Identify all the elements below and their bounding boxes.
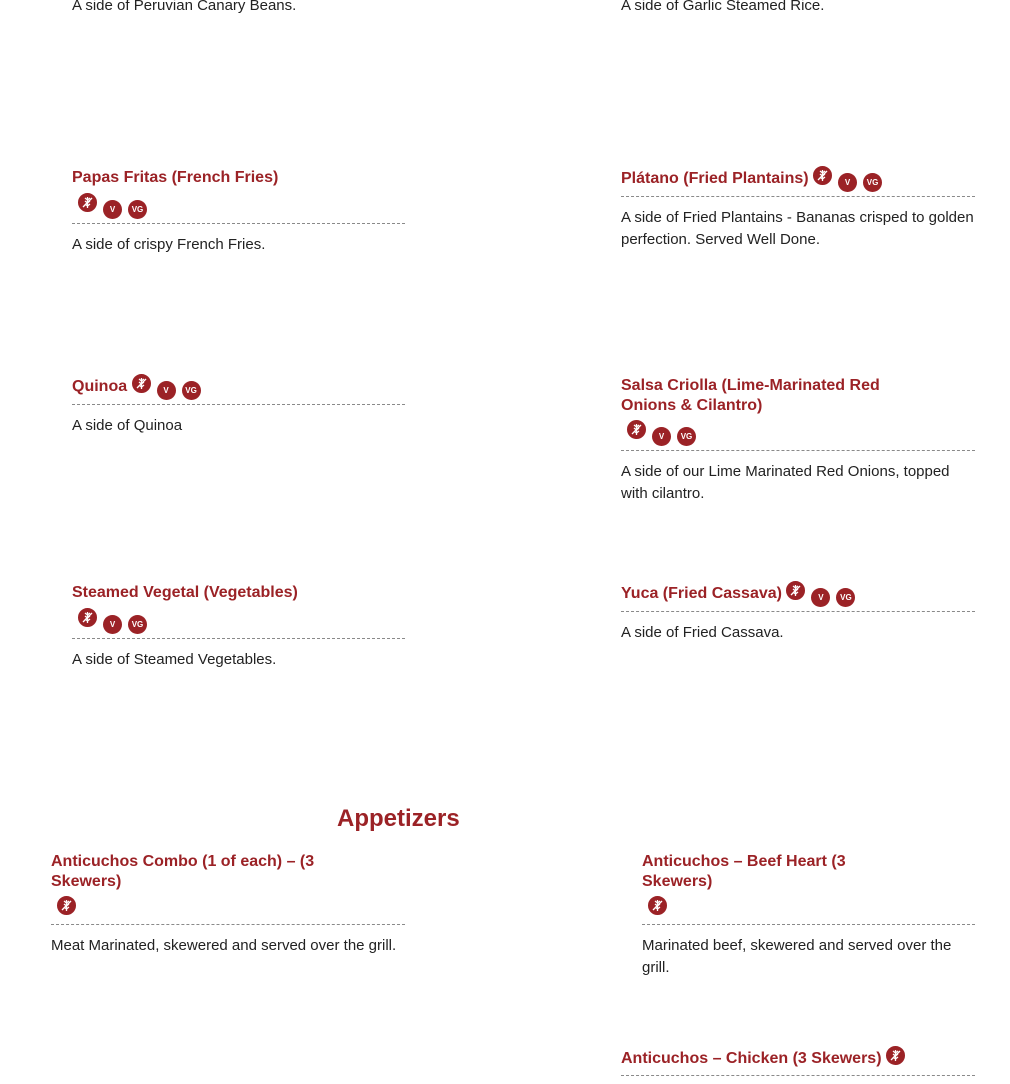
vegan-badge: VG	[182, 381, 201, 400]
menu-item-papas-fritas[interactable]	[72, 168, 405, 255]
gluten-free-icon	[132, 374, 151, 393]
menu-item-anticuchos-beef-heart[interactable]	[642, 852, 975, 978]
gluten-free-icon	[57, 896, 76, 915]
vegan-badge: VG	[677, 427, 696, 446]
item-description: A side of crispy French Fries.	[72, 235, 266, 253]
vegetarian-badge: V	[811, 588, 830, 607]
item-title[interactable]	[621, 166, 975, 192]
item-title[interactable]	[621, 1046, 975, 1071]
item-title[interactable]	[621, 581, 975, 607]
item-title-text: Quinoa	[72, 378, 128, 395]
gluten-free-icon	[78, 193, 97, 212]
item-title-text: Anticuchos – Chicken (3 Skewers)	[621, 1050, 882, 1067]
item-title-text: Plátano (Fried Plantains)	[621, 170, 809, 187]
item-description: Meat Marinated, skewered and served over the grill.	[51, 937, 397, 954]
gluten-free-icon	[886, 1046, 905, 1065]
item-title[interactable]: Salsa Criolla (Lime-Marinated Red Onions & Cilantro)	[621, 377, 880, 414]
vegan-badge: VG	[128, 200, 147, 219]
vegan-badge: VG	[836, 588, 855, 607]
item-description: A side of Fried Plantains - Bananas crisped to golden perfection. Served Well Done.	[621, 209, 974, 248]
item-description: A side of Garlic Steamed Rice.	[621, 0, 825, 14]
item-title[interactable]: Steamed Vegetal (Vegetables)	[72, 584, 298, 601]
menu-item-garlic-rice	[621, 0, 975, 17]
gluten-free-icon	[786, 581, 805, 600]
item-description: Marinated beef, skewered and served over the grill.	[642, 937, 952, 976]
gluten-free-icon	[627, 420, 646, 439]
vegetarian-badge: V	[157, 381, 176, 400]
menu-item-steamed-vegetal[interactable]	[72, 583, 405, 670]
item-description: A side of Steamed Vegetables.	[72, 650, 277, 668]
menu-item-quinoa[interactable]	[72, 374, 405, 437]
gluten-free-icon	[648, 896, 667, 915]
menu-item-platano[interactable]	[621, 166, 975, 250]
item-description: A side of Fried Cassava.	[621, 624, 784, 641]
gluten-free-icon	[813, 166, 832, 185]
vegetarian-badge: V	[838, 173, 857, 192]
item-title[interactable]	[72, 374, 405, 400]
menu-item-anticuchos-combo[interactable]	[51, 852, 405, 957]
item-title[interactable]: Anticuchos Combo (1 of each) – (3 Skewers)	[51, 853, 315, 890]
menu-item-salsa-criolla[interactable]	[621, 376, 975, 504]
item-description: A side of Peruvian Canary Beans.	[72, 0, 297, 14]
item-title[interactable]: Papas Fritas (French Fries)	[72, 169, 279, 186]
gluten-free-icon	[78, 608, 97, 627]
menu-item-yuca[interactable]	[621, 581, 975, 644]
vegan-badge: VG	[128, 615, 147, 634]
menu-item-canary-beans	[72, 0, 405, 17]
menu-item-anticuchos-chicken[interactable]	[621, 1046, 975, 1076]
item-description: A side of our Lime Marinated Red Onions, topped with cilantro.	[621, 463, 950, 502]
item-title[interactable]: Anticuchos – Beef Heart (3 Skewers)	[642, 853, 846, 890]
vegetarian-badge: V	[652, 427, 671, 446]
item-title-text: Yuca (Fried Cassava)	[621, 585, 782, 602]
vegetarian-badge: V	[103, 615, 122, 634]
vegetarian-badge: V	[103, 200, 122, 219]
item-description: A side of Quinoa	[72, 417, 183, 434]
vegan-badge: VG	[863, 173, 882, 192]
section-title-appetizers: Appetizers	[337, 805, 460, 832]
